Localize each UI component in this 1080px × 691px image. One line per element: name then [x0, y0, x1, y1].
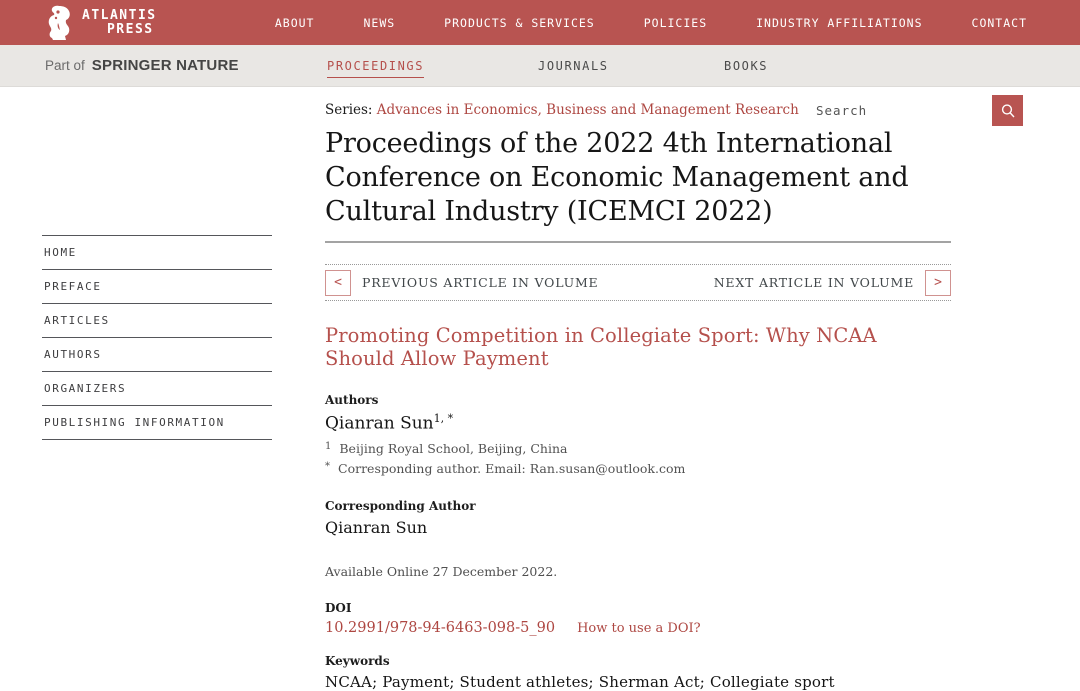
nav-policies[interactable]: POLICIES: [643, 15, 708, 30]
atlantis-press-logo[interactable]: [45, 5, 157, 41]
doi-help-link[interactable]: How to use a DOI?: [577, 620, 701, 636]
tab-proceedings[interactable]: PROCEEDINGS: [327, 59, 424, 78]
main-content: [325, 102, 951, 691]
sidebar-item-articles[interactable]: ARTICLES: [42, 303, 272, 337]
series-label: Series:: [325, 102, 373, 118]
author-superscript: 1, *: [433, 412, 454, 425]
top-header-bar: [0, 0, 1080, 45]
logo-wordmark: [82, 9, 157, 37]
authors-heading: Authors: [325, 393, 379, 407]
sidebar-navigation: [42, 235, 272, 440]
sidebar-item-authors[interactable]: AUTHORS: [42, 337, 272, 371]
part-of-springer-nature: [45, 57, 239, 74]
next-article-label[interactable]: NEXT ARTICLE IN VOLUME: [713, 275, 914, 290]
article-pager: [325, 264, 951, 301]
atlantis-bird-icon: [45, 5, 75, 41]
affiliation-text: Beijing Royal School, Beijing, China: [339, 440, 568, 456]
title-divider: [325, 241, 951, 243]
corresponding-marker: *: [325, 460, 330, 472]
series-line: [325, 102, 951, 118]
sidebar-item-home[interactable]: HOME: [42, 235, 272, 269]
corresponding-footnote: [325, 459, 951, 479]
series-link[interactable]: Advances in Economics, Business and Management Research: [376, 102, 799, 118]
tab-journals[interactable]: JOURNALS: [538, 59, 609, 73]
next-article-button[interactable]: >: [925, 270, 951, 296]
sidebar-item-publishing-information[interactable]: PUBLISHING INFORMATION: [42, 405, 272, 440]
logo-line2: PRESS: [106, 21, 154, 37]
doi-row: [325, 620, 951, 636]
tab-books[interactable]: BOOKS: [724, 59, 769, 73]
top-navigation: [275, 16, 1027, 30]
available-online-date: Available Online 27 December 2022.: [325, 563, 558, 579]
keywords-text: NCAA; Payment; Student athletes; Sherman Act; Collegiate sport: [325, 672, 835, 691]
nav-news[interactable]: NEWS: [363, 15, 396, 30]
springer-nature-wordmark[interactable]: SPRINGER NATURE: [91, 57, 239, 74]
article-title-link[interactable]: Promoting Competition in Collegiate Sport: Why NCAA Should Allow Payment: [325, 324, 877, 370]
part-of-label: Part of: [45, 58, 85, 73]
author-name[interactable]: Qianran Sun$^{1, *}$: [325, 412, 454, 434]
sidebar-item-organizers[interactable]: ORGANIZERS: [42, 371, 272, 405]
nav-about[interactable]: ABOUT: [274, 15, 315, 30]
corresponding-author-name[interactable]: Qianran Sun: [325, 517, 428, 537]
sub-header-bar: [0, 45, 1080, 87]
nav-industry-affiliations[interactable]: INDUSTRY AFFILIATIONS: [756, 15, 923, 30]
previous-article-button[interactable]: <: [325, 270, 351, 296]
doi-heading: DOI: [325, 600, 352, 615]
search-icon: [1000, 103, 1016, 119]
nav-contact[interactable]: CONTACT: [971, 15, 1027, 30]
keywords-heading: Keywords: [325, 653, 390, 668]
proceedings-title: Proceedings of the 2022 4th International Conference on Economic Management and Cultural Industry (ICEMCI 2022): [325, 128, 909, 227]
logo-line1: ATLANTIS: [82, 7, 157, 23]
search-button[interactable]: [992, 95, 1023, 126]
sidebar-item-preface[interactable]: PREFACE: [42, 269, 272, 303]
affiliation-marker: 1: [325, 440, 332, 452]
affiliation-footnote: [325, 439, 951, 459]
doi-link[interactable]: 10.2991/978-94-6463-098-5_90: [325, 619, 556, 636]
nav-products-services[interactable]: PRODUCTS & SERVICES: [444, 15, 595, 30]
previous-article-label[interactable]: PREVIOUS ARTICLE IN VOLUME: [362, 275, 599, 290]
corresponding-note: Corresponding author. Email: Ran.susan@outlook.com: [338, 460, 686, 476]
corresponding-author-heading: Corresponding Author: [325, 498, 476, 513]
